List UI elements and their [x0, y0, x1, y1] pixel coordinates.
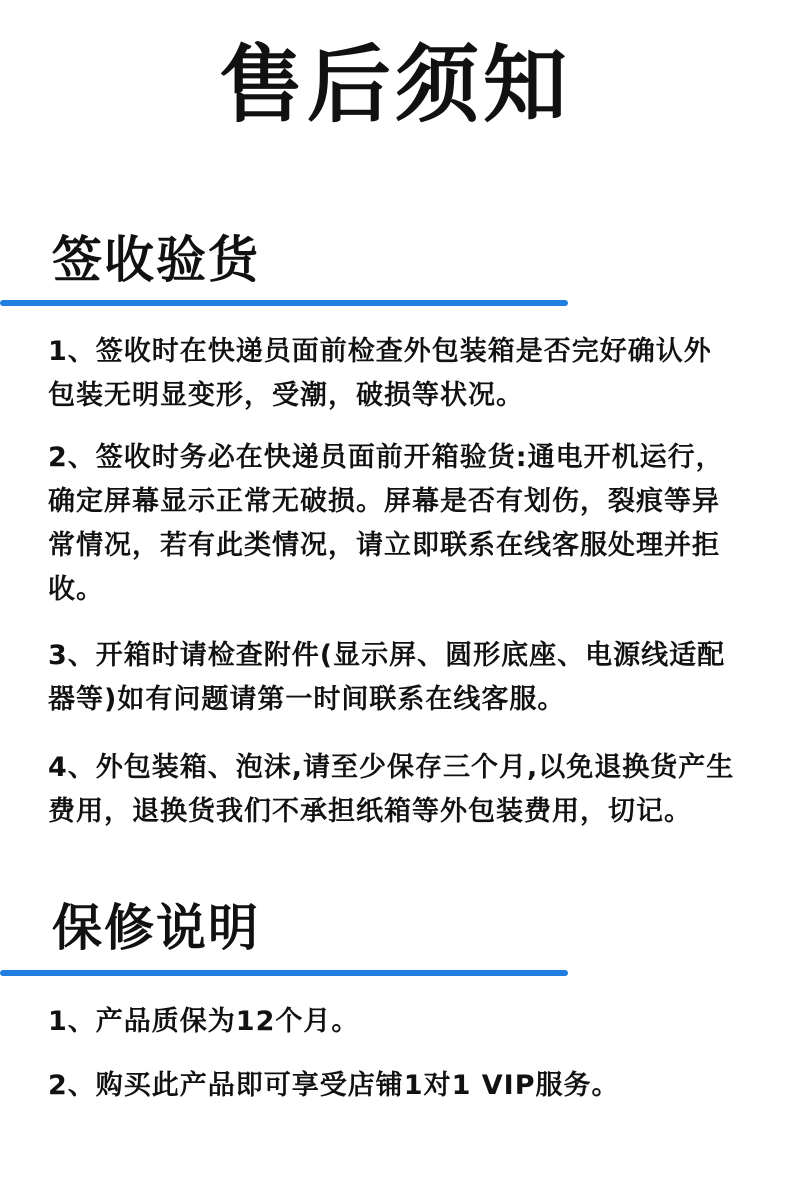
section-divider	[0, 300, 568, 306]
warranty-item-2: 2、购买此产品即可享受店铺1对1 VIP服务。	[48, 1070, 620, 1101]
page-title: 售后须知	[218, 36, 571, 134]
section-heading-warranty: 保修说明	[52, 899, 260, 957]
inspection-item-2: 2、签收时务必在快递员面前开箱验货:通电开机运行，确定屏幕显示正常无破损。屏幕是否有划伤，裂痕等异常情况，若有此类情况，请立即联系在线客服处理并拒收。	[48, 442, 724, 605]
inspection-item-3: 3、开箱时请检查附件(显示屏、圆形底座、电源线适配器等)如有问题请第一时间联系在线客服。	[48, 640, 726, 715]
section-divider	[0, 970, 568, 976]
section-heading-receipt-inspection: 签收验货	[52, 231, 260, 289]
inspection-item-1: 1、签收时在快递员面前检查外包装箱是否完好确认外包装无明显变形，受潮，破损等状况。	[48, 336, 712, 411]
inspection-item-4: 4、外包装箱、泡沫,请至少保存三个月,以免退换货产生费用，退换货我们不承担纸箱等外包装费用，切记。	[48, 752, 735, 827]
warranty-item-1: 1、产品质保为12个月。	[48, 1006, 360, 1037]
